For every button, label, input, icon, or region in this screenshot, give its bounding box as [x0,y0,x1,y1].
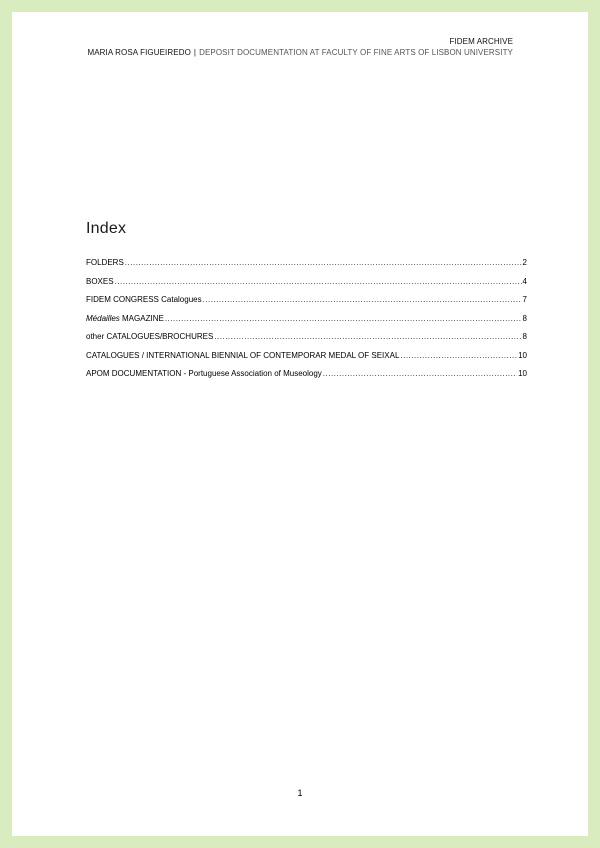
toc-entry-label [86,313,165,324]
toc-leader-dots [323,368,517,379]
toc-entry-seixal-biennial[interactable] [86,350,527,369]
toc-entry-label-italic: Médailles [86,313,120,323]
toc-leader-dots [214,331,521,342]
toc-entry-page: 10 [518,350,527,360]
page-number: 1 [297,788,303,798]
toc-entry-label-text: APOM DOCUMENTATION - Portuguese Association of Museology [86,369,322,378]
header-separator: | [193,48,197,57]
table-of-contents [86,257,527,387]
toc-entry-page: 8 [522,332,527,341]
toc-entry-label [86,257,125,268]
toc-entry-medailles-magazine[interactable] [86,313,527,332]
toc-entry-label-text: CATALOGUES / INTERNATIONAL BIENNIAL OF CONTEMPORAR MEDAL OF SEIXAL [86,350,400,360]
toc-entry-label [86,350,400,361]
toc-entry-page: 2 [522,258,527,267]
toc-entry-boxes[interactable] [86,276,527,295]
toc-leader-dots [400,350,517,361]
toc-entry-label [86,294,203,305]
archive-title: FIDEM ARCHIVE [449,37,513,46]
index-heading: Index [86,220,127,237]
toc-entry-label-text: BOXES [86,276,114,286]
document-page [12,12,588,836]
author-name: MARIA ROSA FIGUEIREDO [87,48,191,57]
toc-entry-label [86,276,115,287]
toc-entry-label-text: MAGAZINE [119,313,164,323]
toc-entry-page: 8 [522,313,527,323]
toc-entry-fidem-congress[interactable] [86,294,527,313]
toc-leader-dots [115,276,522,287]
toc-entry-label-text: FIDEM CONGRESS Catalogues [86,295,202,304]
toc-entry-apom-documentation[interactable] [86,368,527,387]
toc-entry-page: 10 [518,369,527,378]
toc-entry-other-catalogues[interactable] [86,331,527,350]
toc-entry-label [86,331,214,342]
document-subtitle: DEPOSIT DOCUMENTATION AT FACULTY OF FINE ARTS OF LISBON UNIVERSITY [199,48,513,57]
toc-entry-label-text: other CATALOGUES/BROCHURES [86,332,214,341]
toc-entry-label-text: FOLDERS [86,258,124,267]
toc-entry-label [86,368,323,379]
toc-leader-dots [125,257,522,268]
toc-entry-folders[interactable] [86,257,527,276]
toc-leader-dots [165,313,522,324]
toc-entry-page: 4 [522,276,527,286]
toc-entry-page: 7 [522,295,527,304]
page-header [87,36,513,58]
header-subtitle-line [87,47,513,58]
toc-leader-dots [203,294,522,305]
